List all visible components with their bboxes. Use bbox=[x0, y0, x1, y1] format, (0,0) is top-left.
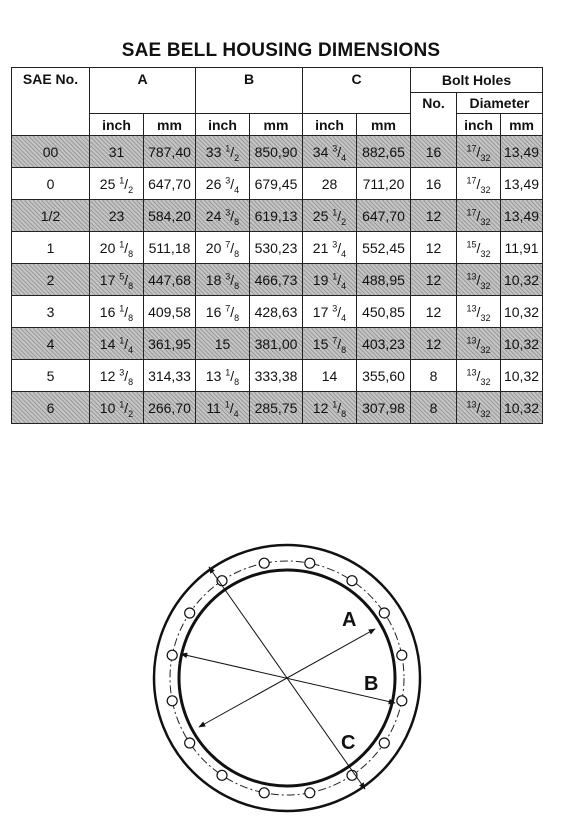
b-mm-cell: 679,45 bbox=[250, 168, 303, 200]
dia-inch-cell: $^{17}/_{32}$ bbox=[457, 200, 501, 232]
a-mm-cell: 787,40 bbox=[144, 136, 196, 168]
bolt-hole bbox=[259, 558, 269, 568]
dimension-a-label: A bbox=[342, 609, 357, 631]
holes-cell: 8 bbox=[411, 360, 457, 392]
sae-cell: 1/2 bbox=[12, 200, 90, 232]
c-mm-cell: 647,70 bbox=[357, 200, 411, 232]
b-inch-cell: 20 $^7/_8$ bbox=[196, 232, 250, 264]
c-inch-cell: 21 $^3/_4$ bbox=[303, 232, 357, 264]
a-inch-cell: 17 $^5/_8$ bbox=[90, 264, 144, 296]
dia-mm-cell: 10,32 bbox=[501, 328, 543, 360]
dimension-c-label: C bbox=[341, 732, 356, 754]
header-bolt-holes: Bolt Holes bbox=[411, 68, 543, 93]
b-mm-cell: 850,90 bbox=[250, 136, 303, 168]
sae-cell: 3 bbox=[12, 296, 90, 328]
c-mm-cell: 882,65 bbox=[357, 136, 411, 168]
bolt-hole bbox=[185, 608, 195, 618]
holes-cell: 12 bbox=[411, 200, 457, 232]
header-b-inch: inch bbox=[196, 114, 250, 136]
holes-cell: 16 bbox=[411, 168, 457, 200]
dia-mm-cell: 10,32 bbox=[501, 360, 543, 392]
bolt-hole bbox=[397, 696, 407, 706]
c-inch-cell: 17 $^3/_4$ bbox=[303, 296, 357, 328]
page-title: SAE BELL HOUSING DIMENSIONS bbox=[121, 40, 441, 61]
b-inch-cell: 18 $^3/_8$ bbox=[196, 264, 250, 296]
c-mm-cell: 403,23 bbox=[357, 328, 411, 360]
a-mm-cell: 584,20 bbox=[144, 200, 196, 232]
a-inch-cell: 23 bbox=[90, 200, 144, 232]
bolt-hole bbox=[379, 608, 389, 618]
bolt-hole bbox=[167, 696, 177, 706]
a-inch-cell: 20 $^1/_8$ bbox=[90, 232, 144, 264]
c-mm-cell: 450,85 bbox=[357, 296, 411, 328]
b-mm-cell: 466,73 bbox=[250, 264, 303, 296]
holes-cell: 12 bbox=[411, 232, 457, 264]
sae-cell: 5 bbox=[12, 360, 90, 392]
dimension-c-line bbox=[199, 629, 375, 727]
dia-inch-cell: $^{17}/_{32}$ bbox=[457, 168, 501, 200]
dia-mm-cell: 10,32 bbox=[501, 296, 543, 328]
b-inch-cell: 11 $^1/_4$ bbox=[196, 392, 250, 424]
b-mm-cell: 333,38 bbox=[250, 360, 303, 392]
bolt-hole bbox=[379, 738, 389, 748]
a-mm-cell: 266,70 bbox=[144, 392, 196, 424]
bolt-hole bbox=[347, 576, 357, 586]
c-mm-cell: 488,95 bbox=[357, 264, 411, 296]
b-inch-cell: 16 $^7/_8$ bbox=[196, 296, 250, 328]
a-mm-cell: 314,33 bbox=[144, 360, 196, 392]
dimension-b-line bbox=[181, 654, 395, 703]
holes-cell: 16 bbox=[411, 136, 457, 168]
a-mm-cell: 409,58 bbox=[144, 296, 196, 328]
c-inch-cell: 15 $^7/_8$ bbox=[303, 328, 357, 360]
dia-mm-cell: 13,49 bbox=[501, 200, 543, 232]
c-inch-cell: 25 $^1/_2$ bbox=[303, 200, 357, 232]
header-sae-no: SAE No. bbox=[12, 68, 90, 136]
header-c-inch: inch bbox=[303, 114, 357, 136]
header-a-mm: mm bbox=[144, 114, 196, 136]
a-inch-cell: 25 $^1/_2$ bbox=[90, 168, 144, 200]
header-b: B bbox=[196, 68, 303, 114]
dia-inch-cell: $^{13}/_{32}$ bbox=[457, 392, 501, 424]
b-mm-cell: 285,75 bbox=[250, 392, 303, 424]
b-inch-cell: 13 $^1/_8$ bbox=[196, 360, 250, 392]
dia-mm-cell: 11,91 bbox=[501, 232, 543, 264]
c-mm-cell: 711,20 bbox=[357, 168, 411, 200]
header-a-inch: inch bbox=[90, 114, 144, 136]
dia-mm-cell: 10,32 bbox=[501, 264, 543, 296]
a-mm-cell: 361,95 bbox=[144, 328, 196, 360]
header-no: No. bbox=[411, 93, 457, 136]
dia-inch-cell: $^{13}/_{32}$ bbox=[457, 360, 501, 392]
sae-cell: 2 bbox=[12, 264, 90, 296]
bolt-hole bbox=[167, 650, 177, 660]
c-mm-cell: 355,60 bbox=[357, 360, 411, 392]
bolt-hole bbox=[305, 788, 315, 798]
header-c: C bbox=[303, 68, 411, 114]
sae-cell: 1 bbox=[12, 232, 90, 264]
bolt-hole bbox=[397, 650, 407, 660]
a-inch-cell: 31 bbox=[90, 136, 144, 168]
a-inch-cell: 12 $^3/_8$ bbox=[90, 360, 144, 392]
c-inch-cell: 34 $^3/_4$ bbox=[303, 136, 357, 168]
holes-cell: 12 bbox=[411, 296, 457, 328]
b-inch-cell: 24 $^3/_8$ bbox=[196, 200, 250, 232]
dia-inch-cell: $^{13}/_{32}$ bbox=[457, 296, 501, 328]
header-dia-inch: inch bbox=[457, 114, 501, 136]
a-mm-cell: 647,70 bbox=[144, 168, 196, 200]
dia-mm-cell: 13,49 bbox=[501, 136, 543, 168]
c-mm-cell: 307,98 bbox=[357, 392, 411, 424]
a-inch-cell: 10 $^1/_2$ bbox=[90, 392, 144, 424]
b-mm-cell: 428,63 bbox=[250, 296, 303, 328]
b-inch-cell: 33 $^1/_2$ bbox=[196, 136, 250, 168]
bolt-hole bbox=[185, 738, 195, 748]
c-inch-cell: 28 bbox=[303, 168, 357, 200]
dia-inch-cell: $^{15}/_{32}$ bbox=[457, 232, 501, 264]
header-a: A bbox=[90, 68, 196, 114]
dia-inch-cell: $^{13}/_{32}$ bbox=[457, 264, 501, 296]
a-mm-cell: 511,18 bbox=[144, 232, 196, 264]
bolt-hole bbox=[259, 788, 269, 798]
dia-mm-cell: 13,49 bbox=[501, 168, 543, 200]
a-inch-cell: 16 $^1/_8$ bbox=[90, 296, 144, 328]
holes-cell: 8 bbox=[411, 392, 457, 424]
dimension-b-label: B bbox=[364, 673, 379, 695]
sae-cell: 0 bbox=[12, 168, 90, 200]
b-inch-cell: 15 bbox=[196, 328, 250, 360]
a-inch-cell: 14 $^1/_4$ bbox=[90, 328, 144, 360]
holes-cell: 12 bbox=[411, 328, 457, 360]
header-b-mm: mm bbox=[250, 114, 303, 136]
c-inch-cell: 12 $^1/_8$ bbox=[303, 392, 357, 424]
a-mm-cell: 447,68 bbox=[144, 264, 196, 296]
c-inch-cell: 14 bbox=[303, 360, 357, 392]
dia-mm-cell: 10,32 bbox=[501, 392, 543, 424]
c-mm-cell: 552,45 bbox=[357, 232, 411, 264]
sae-cell: 4 bbox=[12, 328, 90, 360]
bolt-hole bbox=[305, 558, 315, 568]
b-mm-cell: 381,00 bbox=[250, 328, 303, 360]
sae-cell: 00 bbox=[12, 136, 90, 168]
dia-inch-cell: $^{17}/_{32}$ bbox=[457, 136, 501, 168]
b-inch-cell: 26 $^3/_4$ bbox=[196, 168, 250, 200]
header-diameter: Diameter bbox=[457, 93, 543, 114]
sae-cell: 6 bbox=[12, 392, 90, 424]
header-dia-mm: mm bbox=[501, 114, 543, 136]
holes-cell: 12 bbox=[411, 264, 457, 296]
dia-inch-cell: $^{13}/_{32}$ bbox=[457, 328, 501, 360]
b-mm-cell: 619,13 bbox=[250, 200, 303, 232]
bolt-hole bbox=[217, 770, 227, 780]
header-c-mm: mm bbox=[357, 114, 411, 136]
c-inch-cell: 19 $^1/_4$ bbox=[303, 264, 357, 296]
b-mm-cell: 530,23 bbox=[250, 232, 303, 264]
